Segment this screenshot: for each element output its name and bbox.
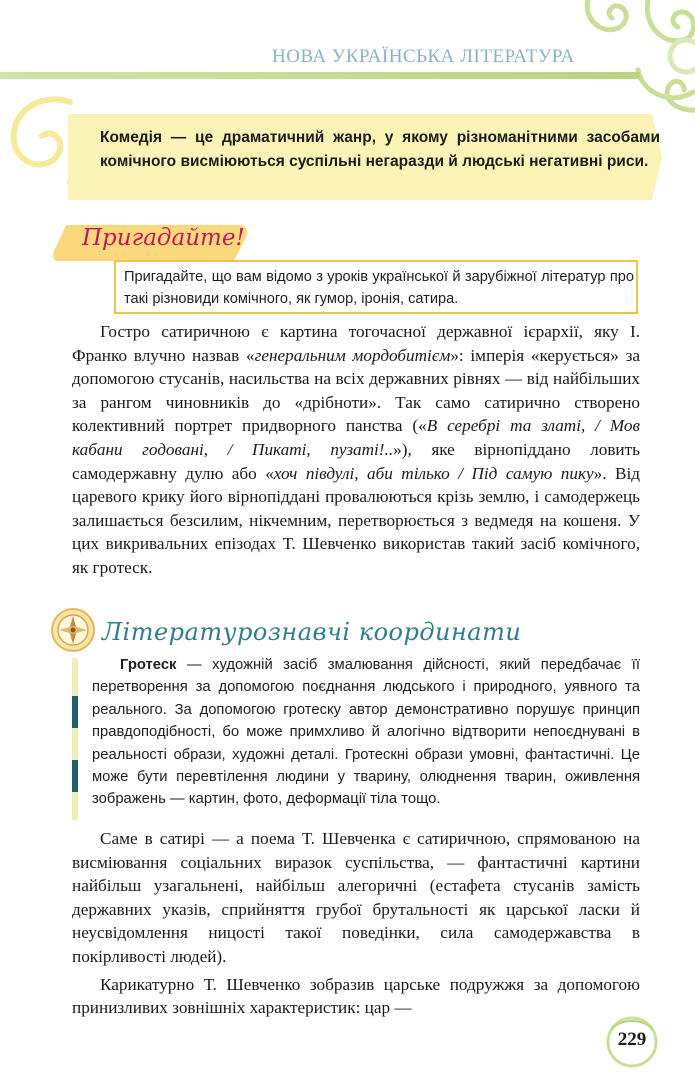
main-paragraph: Саме в сатирі — а поема Т. Шевченка є сатиричною, спрямованою на висміювання соціальних виразок суспільства, — фантастичні картини найбільш узагальнені, найбільш алегоричні (естафета стусанів замість державних указів, сприйняття грубої брутальності як царської ласки й неусвідомлення ницості такої поведінки, сила самодержавства в покірливості людей). <box>72 829 640 966</box>
text-run: »), яке вірнопіддано ловить самодержавну дулю або « <box>72 439 640 483</box>
quote-italic: генеральним мордобитієм <box>254 345 451 365</box>
page-number: 229 <box>617 1029 647 1050</box>
quote-italic: В серебрі та златі, / Мов кабани годовані, / Пикаті, пузаті!.. <box>72 416 640 459</box>
quote-italic: хоч півдулі, аби тілько / Під самую пику <box>273 463 594 483</box>
literary-marker <box>72 760 78 792</box>
text-run: ». Від царевого крику його вірнопіддані провалюються крізь землю, і самодержець залишається безсилим, нікчемним, перетворюється з ведмедя на кошеня. У цих викривальних епізодах Т. Шевченко використав такий засіб комічного, як гротеск. <box>72 463 640 577</box>
text-run: »: імперія «керується» за допомогою стусанів, насильства на всіх державних рівнях — від найбільших за рангом чиновників до «дрібноти». Так само сатирично створено колективний портрет придворного панства (« <box>72 345 641 436</box>
term-definition-text: — художній засіб змалювання дійсності, який передбачає її перетворення за допомогою поєднання людського і природного, уявного та реального. За допомогою гротеску автор демонстративно порушує принцип правдоподібності, бо може примхливо й алогічно відтворити непоєднувані в реальності образи, художні деталі. Гротескні образи умовні, фантастичні. Це може бути перевтілення людини у тварину, олюднення тварин, оживлення зображень — картин, фото, деформації тіла тощо. <box>92 657 640 808</box>
main-paragraph <box>72 320 640 580</box>
running-header-title: НОВА УКРАЇНСЬКА ЛІТЕРАТУРА <box>272 46 575 67</box>
main-paragraph-2-block <box>72 827 640 1020</box>
literary-coordinates-title: Літературознавчі координати <box>102 618 522 646</box>
literary-marker <box>72 696 78 728</box>
term-grotesque: Гротеск <box>120 657 177 673</box>
main-paragraph-1-block <box>72 320 640 580</box>
comedy-definition: Комедія — це драматичний жанр, у якому різноманітними засобами комічного висміюються суспільні негаразди й людські негативні риси. <box>100 129 660 170</box>
grotesque-definition <box>92 654 640 811</box>
main-paragraph: Карикатурно Т. Шевченко зобразив царське подружжя за допомогою принизливих зовнішніх характеристик: цар — <box>72 974 640 1018</box>
compass-icon <box>50 607 96 653</box>
remember-text: Пригадайте, що вам відомо з уроків української й зарубіжної літератур про такі різновиди комічного, як гумор, іронія, сатира. <box>124 269 634 307</box>
literary-side-bar <box>72 658 78 820</box>
remember-label: Пригадайте! <box>82 225 245 251</box>
text-run: Гостро сатиричною є картина тогочасної державної ієрархії, яку І. Франко влучно назвав « <box>72 322 640 365</box>
header-divider <box>0 72 640 79</box>
